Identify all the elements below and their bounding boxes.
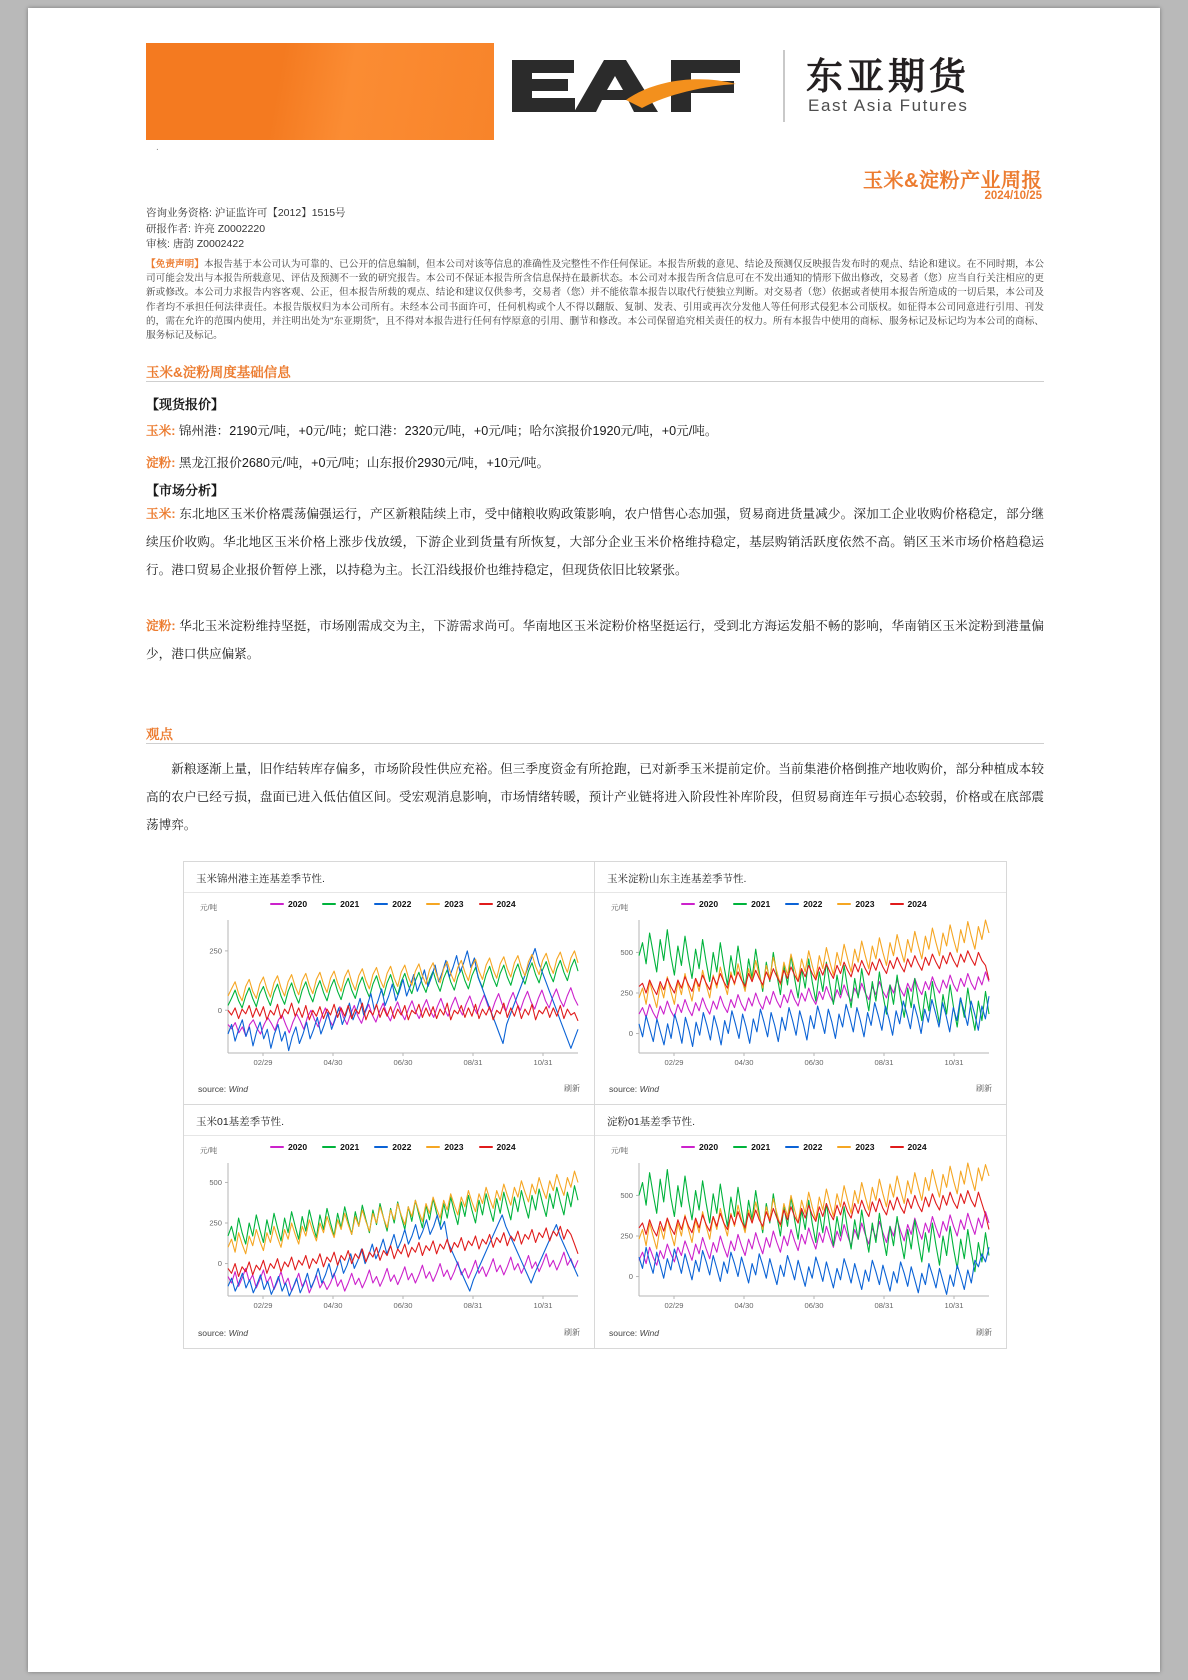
legend-swatch-icon <box>374 1146 388 1149</box>
legend-label: 2021 <box>340 899 360 909</box>
chart-source-value: Wind <box>639 1084 660 1094</box>
svg-text:10/31: 10/31 <box>533 1301 553 1310</box>
series-line-2021 <box>228 959 578 1008</box>
legend-label: 2023 <box>855 899 875 909</box>
svg-text:10/31: 10/31 <box>944 1301 964 1310</box>
chart-svg <box>605 1159 997 1314</box>
chart-svg <box>194 916 586 1071</box>
legend-item-2021[interactable] <box>733 1142 770 1152</box>
legend-item-2022[interactable] <box>785 899 822 909</box>
svg-text:500: 500 <box>620 1191 633 1201</box>
report-date: 2024/10/25 <box>984 190 1042 202</box>
svg-text:04/30: 04/30 <box>323 1058 343 1067</box>
series-line-2022 <box>639 1247 989 1294</box>
header-divider <box>783 50 785 122</box>
market-starch-text: 华北玉米淀粉维持坚挺，市场刚需成交为主，下游需求尚可。华南地区玉米淀粉价格坚挺运行，受到北方海运发船不畅的影响，华南销区玉米淀粉到港量偏少，港口供应偏紧。 <box>146 619 1045 661</box>
legend-label: 2022 <box>803 899 823 909</box>
svg-text:08/31: 08/31 <box>874 1301 894 1310</box>
svg-text:06/30: 06/30 <box>393 1301 413 1310</box>
legend-item-2023[interactable] <box>837 899 874 909</box>
chart-refresh-label[interactable]: 刷新 <box>564 1084 580 1093</box>
eaf-logo-icon <box>508 46 768 126</box>
market-starch-paragraph <box>146 612 1044 668</box>
legend-swatch-icon <box>426 903 440 906</box>
legend-item-2020[interactable] <box>270 899 307 909</box>
svg-text:08/31: 08/31 <box>463 1301 483 1310</box>
legend-swatch-icon <box>837 903 851 906</box>
legend-item-2023[interactable] <box>426 899 463 909</box>
charts-grid <box>183 861 1008 1349</box>
chart-y-unit: 元/吨 <box>200 1146 218 1155</box>
legend-label: 2023 <box>444 1142 464 1152</box>
legend-swatch-icon <box>270 903 284 906</box>
legend-swatch-icon <box>426 1146 440 1149</box>
chart-card[interactable] <box>183 861 595 1105</box>
chart-refresh-label[interactable]: 刷新 <box>976 1328 992 1337</box>
page-header <box>28 8 1160 202</box>
credentials-reviewer: 审核: 唐韵 Z0002422 <box>146 238 245 250</box>
legend-item-2020[interactable] <box>681 899 718 909</box>
legend-label: 2022 <box>392 1142 412 1152</box>
chart-source <box>198 1328 248 1338</box>
chart-refresh-label[interactable]: 刷新 <box>976 1084 992 1093</box>
legend-label: 2021 <box>340 1142 360 1152</box>
svg-text:250: 250 <box>209 1218 222 1228</box>
market-starch-lead: 淀粉: <box>146 619 176 633</box>
svg-text:04/30: 04/30 <box>734 1301 754 1310</box>
section-heading-view: 观点 <box>146 727 173 742</box>
legend-item-2020[interactable] <box>270 1142 307 1152</box>
legend-swatch-icon <box>374 903 388 906</box>
legend-label: 2023 <box>444 899 464 909</box>
brand-name-cn: 东亚期货 <box>806 56 970 97</box>
svg-text:02/29: 02/29 <box>664 1058 684 1067</box>
chart-title-rule <box>595 892 1006 893</box>
market-corn-text: 东北地区玉米价格震荡偏强运行，产区新粮陆续上市，受中储粮收购政策影响，农户惜售心态加强，贸易商进货量减少。深加工企业收购价格稳定，部分继续压价收购。华北地区玉米价格上涨步伐放缓，下游企业到货量有所恢复，大部分企业玉米价格维持稳定，基层购销活跃度依然不高。销区玉米市场价格趋稳运行。港口贸易企业报价暂停上涨，以持稳为主。长江沿线报价也维持稳定，但现货依旧比较紧张。 <box>146 507 1045 577</box>
spot-starch-lead: 淀粉: <box>146 456 176 470</box>
svg-text:250: 250 <box>620 1231 633 1241</box>
chart-plot <box>194 1159 586 1314</box>
spot-corn-paragraph <box>146 417 1044 445</box>
svg-text:0: 0 <box>628 1029 633 1039</box>
svg-text:02/29: 02/29 <box>253 1301 273 1310</box>
legend-label: 2024 <box>496 1142 516 1152</box>
svg-text:250: 250 <box>209 946 222 956</box>
legend-item-2024[interactable] <box>479 1142 516 1152</box>
brand-name-en: East Asia Futures <box>808 96 969 115</box>
market-corn-paragraph <box>146 500 1044 584</box>
legend-label: 2023 <box>855 1142 875 1152</box>
legend-swatch-icon <box>733 903 747 906</box>
credentials-license: 咨询业务资格: 沪证监许可【2012】1515号 <box>146 207 346 219</box>
chart-source-label: source: <box>198 1328 227 1338</box>
legend-item-2022[interactable] <box>785 1142 822 1152</box>
credentials-author: 研报作者: 许亮 Z0002220 <box>146 222 266 235</box>
orange-banner-block <box>146 43 494 140</box>
legend-item-2024[interactable] <box>890 899 927 909</box>
legend-swatch-icon <box>733 1146 747 1149</box>
legend-item-2023[interactable] <box>837 1142 874 1152</box>
chart-title-rule <box>184 892 594 893</box>
legend-item-2023[interactable] <box>426 1142 463 1152</box>
disclaimer-text: 本报告基于本公司认为可靠的、已公开的信息编制，但本公司对该等信息的准确性及完整性不作任何保证。本报告所载的意见、结论及预测仅反映报告发布时的观点、结论和建议。在不同时期，本公司可能会发出与本报告所载意见、评估及预测不一致的研究报告。本公司不保证本报告所含信息保持在最新状态。本公司对本报告所含信息可在不发出通知的情形下做出修改，交易者（您）应当自行关注相应的更新或修改。本公司力求报告内容客观、公正，但本报告所载的观点、结论和建议仅供参考，交易者（您）并不能依靠本报告以取代行使独立判断。对交易者（您）依据或者使用本报告所造成的一切后果，本公司及作者均不承担任何法律责任。本报告版权归为本公司所有。未经本公司书面许可，任何机构或个人不得以翻版、复制、发表、引用或再次分发他人等任何形式侵犯本公司版权。如征得本公司同意进行引用、刊发的，需在允许的范围内使用，并注明出处为"东亚期货"，且不得对本报告进行任何有悖原意的引用、删节和修改。本公司保留追究相关责任的权力。所有本报告中使用的商标、服务标记及标记均为本公司的商标、服务标记及标记。 <box>146 259 1045 342</box>
svg-text:08/31: 08/31 <box>463 1058 483 1067</box>
chart-title-rule <box>595 1135 1006 1136</box>
credentials <box>146 206 346 253</box>
svg-text:04/30: 04/30 <box>323 1301 343 1310</box>
spot-starch-paragraph <box>146 449 1044 477</box>
chart-refresh-label[interactable]: 刷新 <box>564 1328 580 1337</box>
svg-text:06/30: 06/30 <box>393 1058 413 1067</box>
legend-swatch-icon <box>890 1146 904 1149</box>
legend-swatch-icon <box>270 1146 284 1149</box>
legend-swatch-icon <box>322 1146 336 1149</box>
legend-swatch-icon <box>479 1146 493 1149</box>
svg-text:02/29: 02/29 <box>664 1301 684 1310</box>
legend-item-2021[interactable] <box>322 1142 359 1152</box>
chart-y-unit: 元/吨 <box>611 1146 629 1155</box>
chart-title: 淀粉01基差季节性. <box>607 1116 696 1128</box>
legend-label: 2022 <box>392 899 412 909</box>
chart-card[interactable] <box>183 1105 595 1349</box>
market-corn-lead: 玉米: <box>146 507 176 521</box>
legend-label: 2020 <box>699 1142 719 1152</box>
legend-item-2024[interactable] <box>479 899 516 909</box>
legend-swatch-icon <box>785 1146 799 1149</box>
charts-row-bottom <box>183 1105 1008 1349</box>
block-title-market: 【市场分析】 <box>146 483 225 498</box>
svg-text:0: 0 <box>217 1005 222 1015</box>
chart-card[interactable] <box>595 861 1007 1105</box>
legend-label: 2024 <box>496 899 516 909</box>
chart-y-unit: 元/吨 <box>200 903 218 912</box>
series-line-2022 <box>639 996 989 1046</box>
legend-label: 2020 <box>288 1142 308 1152</box>
legend-swatch-icon <box>681 903 695 906</box>
chart-card[interactable] <box>595 1105 1007 1349</box>
chart-legend[interactable] <box>681 1142 927 1152</box>
svg-text:10/31: 10/31 <box>533 1058 553 1067</box>
spot-starch-text: 黑龙江报价2680元/吨，+0元/吨；山东报价2930元/吨，+10元/吨。 <box>178 456 550 470</box>
chart-y-unit: 元/吨 <box>611 903 629 912</box>
series-line-2023 <box>228 1171 578 1254</box>
chart-legend[interactable] <box>681 899 927 909</box>
legend-label: 2021 <box>751 899 771 909</box>
legend-label: 2020 <box>699 899 719 909</box>
svg-text:06/30: 06/30 <box>804 1058 824 1067</box>
legend-swatch-icon <box>322 903 336 906</box>
legend-swatch-icon <box>890 903 904 906</box>
chart-plot <box>194 916 586 1071</box>
chart-svg <box>194 1159 586 1314</box>
page-title: 玉米&淀粉产业周报 <box>863 170 1042 192</box>
series-line-2024 <box>228 1003 578 1021</box>
svg-text:0: 0 <box>628 1272 633 1282</box>
view-paragraph: 新粮逐渐上量，旧作结转库存偏多，市场阶段性供应充裕。但三季度资金有所抢跑，已对新季玉米提前定价。当前集港价格倒推产地收购价，部分种植成本较高的农户已经亏损，盘面已进入低估值区间。受宏观消息影响，市场情绪转暖，预计产业链将进入阶段性补库阶段，但贸易商连年亏损心态较弱，价格或在底部震荡博弈。 <box>146 762 1044 832</box>
legend-swatch-icon <box>479 903 493 906</box>
report-page <box>28 8 1160 1672</box>
chart-source <box>609 1084 659 1094</box>
svg-text:10/31: 10/31 <box>944 1058 964 1067</box>
disclaimer-tag: 【免责声明】 <box>146 259 204 270</box>
spot-corn-lead: 玉米: <box>146 424 176 438</box>
svg-text:250: 250 <box>620 988 633 998</box>
svg-text:08/31: 08/31 <box>874 1058 894 1067</box>
section-rule-basic <box>146 381 1044 382</box>
series-line-2020 <box>639 972 989 1019</box>
chart-title: 玉米淀粉山东主连基差季节性. <box>607 873 747 885</box>
series-line-2022 <box>228 1215 578 1296</box>
legend-swatch-icon <box>785 903 799 906</box>
chart-source <box>609 1328 659 1338</box>
chart-plot <box>605 1159 997 1314</box>
legend-item-2021[interactable] <box>733 899 770 909</box>
chart-title: 玉米01基差季节性. <box>196 1116 285 1128</box>
svg-text:02/29: 02/29 <box>253 1058 273 1067</box>
section-rule-view <box>146 743 1044 744</box>
legend-item-2022[interactable] <box>374 899 411 909</box>
spot-corn-text: 锦州港：2190元/吨，+0元/吨；蛇口港：2320元/吨，+0元/吨；哈尔滨报价1920元/吨，+0元/吨。 <box>178 424 718 438</box>
chart-source-label: source: <box>609 1328 638 1338</box>
svg-text:06/30: 06/30 <box>804 1301 824 1310</box>
chart-title-rule <box>184 1135 594 1136</box>
legend-item-2020[interactable] <box>681 1142 718 1152</box>
chart-plot <box>605 916 997 1071</box>
chart-source-value: Wind <box>228 1328 249 1338</box>
series-line-2023 <box>639 1163 989 1249</box>
block-title-spot: 【现货报价】 <box>146 397 225 412</box>
chart-source-value: Wind <box>639 1328 660 1338</box>
svg-text:500: 500 <box>209 1178 222 1188</box>
legend-swatch-icon <box>837 1146 851 1149</box>
charts-row-top <box>183 861 1008 1105</box>
chart-svg <box>605 916 997 1071</box>
chart-legend[interactable] <box>270 899 516 909</box>
series-line-2022 <box>228 949 578 1051</box>
disclaimer-block <box>146 258 1044 343</box>
svg-text:0: 0 <box>217 1259 222 1269</box>
chart-source <box>198 1084 248 1094</box>
legend-label: 2021 <box>751 1142 771 1152</box>
decorative-dot: . <box>156 142 159 153</box>
legend-item-2021[interactable] <box>322 899 359 909</box>
svg-text:500: 500 <box>620 948 633 958</box>
legend-item-2024[interactable] <box>890 1142 927 1152</box>
legend-label: 2022 <box>803 1142 823 1152</box>
chart-title: 玉米锦州港主连基差季节性. <box>196 873 325 885</box>
section-heading-basic: 玉米&淀粉周度基础信息 <box>146 365 291 380</box>
chart-legend[interactable] <box>270 1142 516 1152</box>
svg-text:04/30: 04/30 <box>734 1058 754 1067</box>
legend-label: 2024 <box>907 899 927 909</box>
legend-swatch-icon <box>681 1146 695 1149</box>
legend-label: 2024 <box>907 1142 927 1152</box>
legend-item-2022[interactable] <box>374 1142 411 1152</box>
legend-label: 2020 <box>288 899 308 909</box>
chart-source-value: Wind <box>228 1084 249 1094</box>
chart-source-label: source: <box>609 1084 638 1094</box>
chart-source-label: source: <box>198 1084 227 1094</box>
